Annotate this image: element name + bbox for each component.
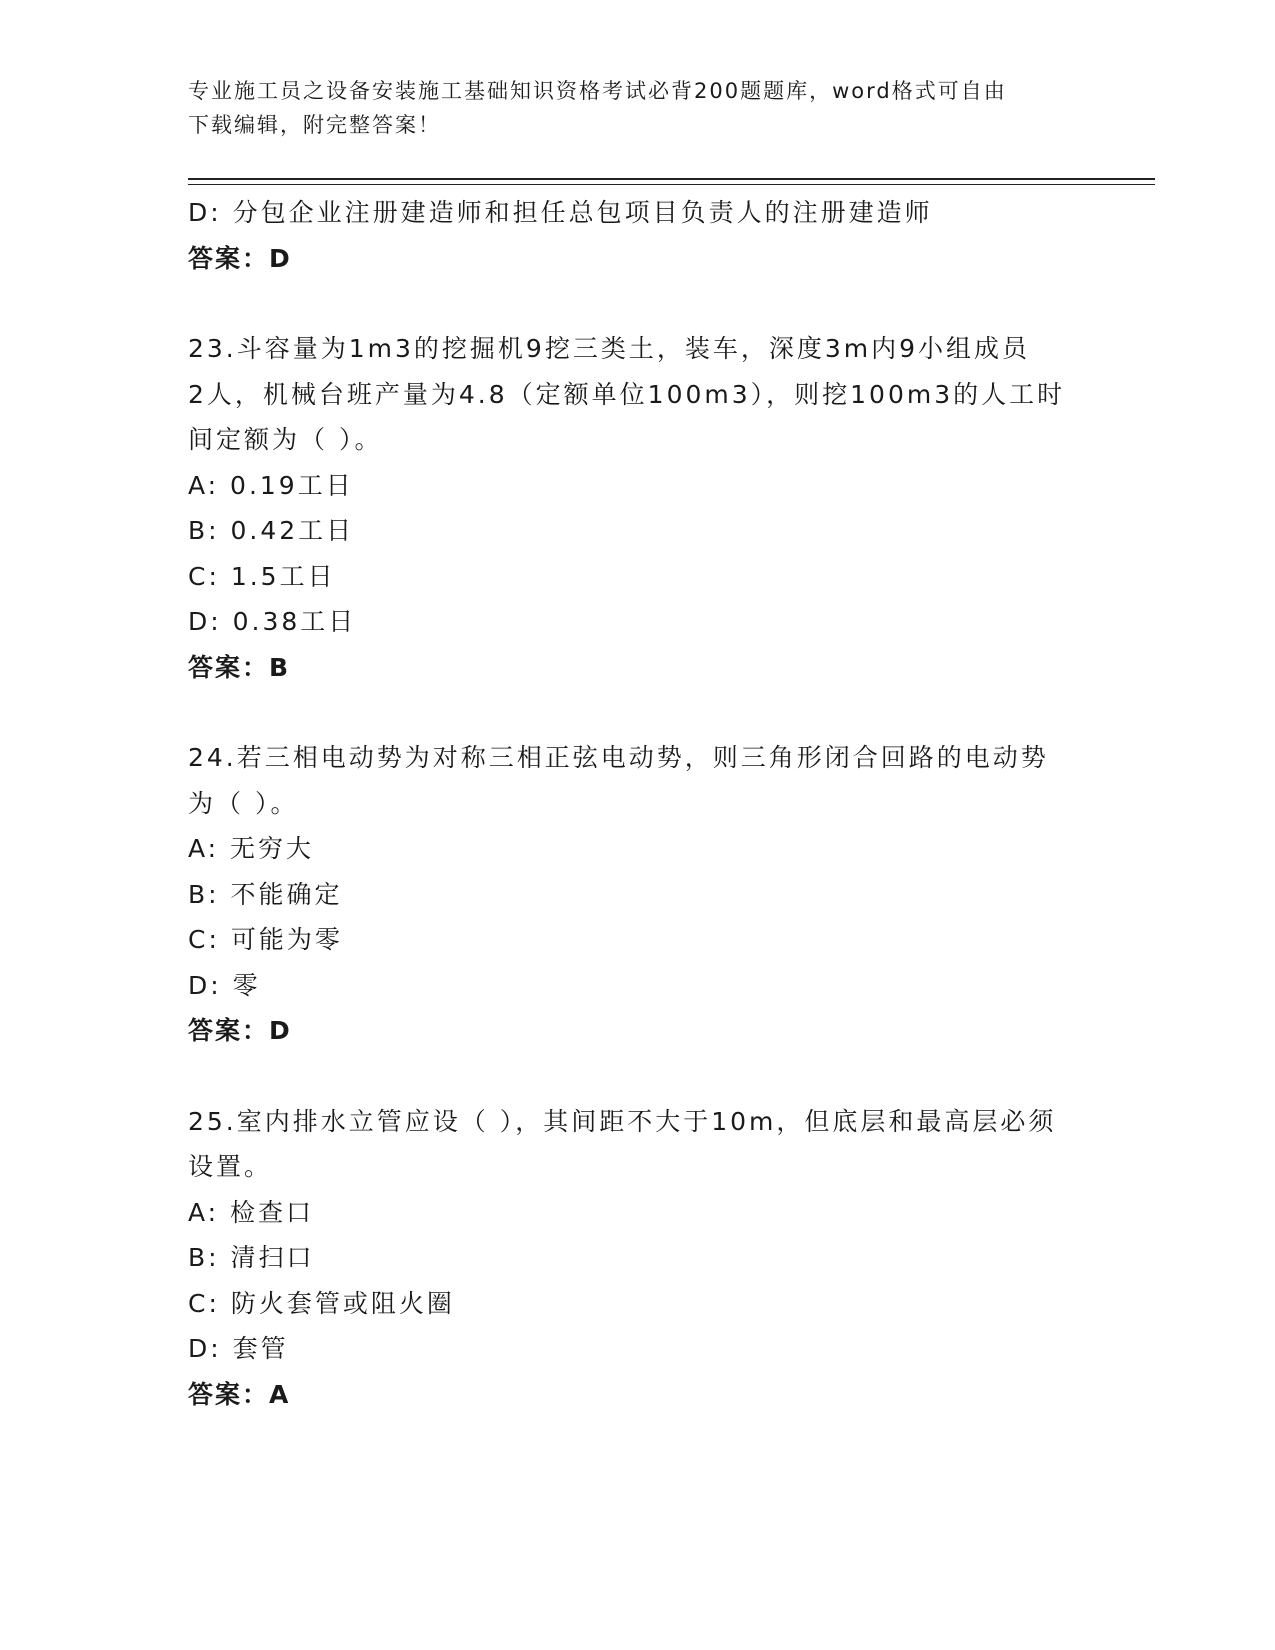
option-c: C: 防火套管或阻火圈	[188, 1288, 455, 1318]
document-body	[188, 190, 1088, 1417]
header-title-line-1: 专业施工员之设备安装施工基础知识资格考试必背200题题库，word格式可自由	[188, 79, 1007, 103]
question-text-line: 间定额为（ ）。	[188, 425, 383, 454]
option-a: A: 0.19工日	[188, 470, 354, 500]
option-c: C: 可能为零	[188, 925, 343, 954]
answer-line: 答案：A	[188, 1379, 291, 1409]
header-rule-thin	[188, 184, 1155, 185]
option-d: D: 0.38工日	[188, 607, 357, 636]
option-d: D: 零	[188, 970, 261, 1000]
answer-line: 答案：B	[188, 652, 291, 682]
question-text-line: 为（ ）。	[188, 788, 299, 818]
question-text-line: 24.若三相电动势为对称三相正弦电动势，则三角形闭合回路的电动势	[188, 743, 1049, 772]
option-b: B: 清扫口	[188, 1243, 315, 1272]
header-title-line-2: 下载编辑，附完整答案！	[188, 113, 441, 137]
option-d: D: 套管	[188, 1334, 289, 1363]
header-rule-thick	[188, 178, 1155, 180]
option-b: B: 不能确定	[188, 879, 343, 909]
spacer	[188, 690, 1088, 735]
document-header	[188, 74, 1068, 142]
question-text-line: 25.室内排水立管应设（ ），其间距不大于10m，但底层和最高层必须	[188, 1106, 1057, 1136]
spacer	[188, 1054, 1088, 1099]
option-a: A: 无穷大	[188, 834, 315, 863]
option-c: C: 1.5工日	[188, 561, 336, 591]
answer-line: 答案：D	[188, 243, 292, 273]
question-text-line: 2人，机械台班产量为4.8（定额单位100m3），则挖100m3的人工时	[188, 379, 1066, 409]
question-text-line: 设置。	[188, 1152, 273, 1181]
question-text-line: 23.斗容量为1m3的挖掘机9挖三类土，装车，深度3m内9小组成员	[188, 334, 1030, 363]
question-block	[188, 735, 1088, 1054]
question-block	[188, 1099, 1088, 1418]
question-block	[188, 326, 1088, 690]
option-a: A: 检查口	[188, 1197, 315, 1227]
answer-line: 答案：D	[188, 1016, 292, 1045]
option-d: D: 分包企业注册建造师和担任总包项目负责人的注册建造师	[188, 198, 933, 227]
option-b: B: 0.42工日	[188, 516, 355, 545]
spacer	[188, 281, 1088, 326]
